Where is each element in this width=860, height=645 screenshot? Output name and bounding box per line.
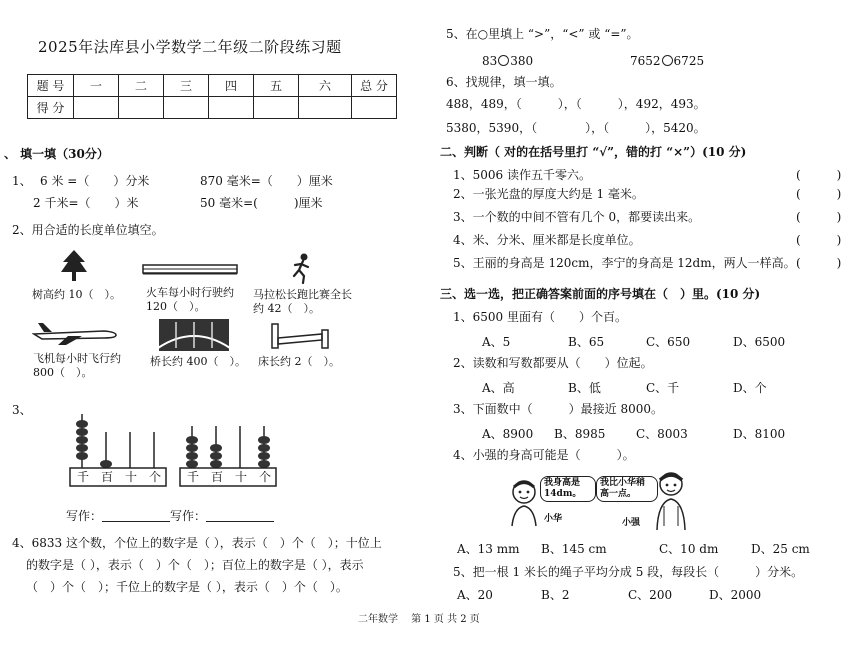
choice-option[interactable]: B、2: [541, 588, 570, 602]
judge-paren[interactable]: ( ): [796, 233, 842, 247]
judge-paren[interactable]: ( ): [796, 210, 842, 224]
score-table: [27, 74, 397, 119]
abacus-right-label-thousands: 千: [187, 470, 200, 484]
abacus-left-label-hundreds: 百: [101, 470, 114, 484]
q6-line1: 488，489，（ ），（ ），492，493。: [446, 97, 706, 111]
kid-xiaoqiang-icon: [652, 470, 690, 532]
judge-item: 3、一个数的中间不管有几个 0，都要读出来。: [453, 210, 701, 224]
q2-text: 2、用合适的长度单位填空。: [12, 223, 164, 237]
judge-item: 2、一张光盘的厚度大约是 1 毫米。: [453, 187, 644, 201]
q5-a-right: 380: [510, 54, 534, 68]
choice-option[interactable]: A、20: [457, 588, 493, 602]
score-cell: 一: [74, 75, 119, 97]
compare-circle[interactable]: [662, 55, 673, 66]
write-label-left: [66, 509, 170, 523]
bed-label: 床长约 2（ ）。: [258, 355, 340, 368]
choice-option[interactable]: C、650: [646, 335, 691, 349]
choice-option[interactable]: C、10 dm: [659, 542, 719, 556]
abacus-right-label-hundreds: 百: [211, 470, 224, 484]
q1-part-d: 50 毫米=( )厘米: [200, 196, 323, 210]
write-blank-left[interactable]: [102, 511, 170, 522]
choice-q5: 5、把一根 1 米长的绳子平均分成 5 段，每段长（ ）分米。: [453, 565, 804, 579]
q5-compare-b: [630, 54, 704, 68]
score-cell: 二: [119, 75, 164, 97]
q5-a-left: 83: [482, 54, 498, 68]
score-table-score-row: [28, 97, 397, 119]
choice-option[interactable]: B、8985: [554, 427, 606, 441]
write-label-text: 写作：: [66, 509, 103, 523]
q6-line2: 5380，5390，（ ），（ ），5420。: [446, 121, 706, 135]
choice-option[interactable]: A、5: [482, 335, 511, 349]
tree-label: 树高约 10（ ）。: [32, 288, 121, 301]
choice-option[interactable]: C、200: [628, 588, 673, 602]
bubble-right-text: 我比小华稍 高一点。: [600, 478, 646, 499]
judge-paren[interactable]: ( ): [796, 187, 842, 201]
abacus-left-label-tens: 十: [125, 470, 138, 484]
page-footer: 二年数学 第 1 页 共 2 页: [358, 614, 480, 625]
section2-heading: 二、判断（ 对的在括号里打 “√”，错的打 “×”）(10 分): [440, 145, 747, 159]
choice-option[interactable]: B、低: [568, 381, 601, 395]
score-table-header-row: [28, 75, 397, 97]
q1-part-b: 870 毫米=（ ）厘米: [200, 174, 333, 188]
choice-option[interactable]: C、8003: [636, 427, 688, 441]
abacus-right-label-tens: 十: [235, 470, 248, 484]
score-cell: 五: [254, 75, 299, 97]
bridge-label: 桥长约 400（ ）。: [150, 355, 246, 368]
score-cell: 题 号: [28, 75, 74, 97]
choice-q2: 2、读数和写数都要从（ ）位起。: [453, 356, 653, 370]
choice-option[interactable]: B、145 cm: [541, 542, 607, 556]
airplane-icon: [32, 320, 118, 346]
q5-b-left: 7652: [630, 54, 661, 68]
compare-circle[interactable]: [498, 55, 509, 66]
bed-icon: [268, 320, 332, 350]
runner-label: 马拉松长跑比赛全长约 42（ ）。: [253, 288, 352, 315]
choice-option[interactable]: D、6500: [733, 335, 786, 349]
q4-line1: 4、6833 这个数，个位上的数字是（ ），表示（ ）个（ ）；十位上: [12, 536, 382, 550]
score-blank-cell[interactable]: [74, 97, 119, 119]
score-blank-cell[interactable]: [119, 97, 164, 119]
choice-q1: 1、6500 里面有（ ）个百。: [453, 310, 627, 324]
choice-option[interactable]: C、千: [646, 381, 680, 395]
abacus-left-label-ones: 个: [149, 470, 162, 484]
section1-heading: 、 填一填（30分）: [4, 147, 109, 161]
judge-paren[interactable]: ( ): [796, 256, 842, 270]
bubble-left-text: 我身高是 14dm。: [544, 478, 582, 499]
write-blank-right[interactable]: [206, 511, 274, 522]
runner-icon: [288, 252, 314, 284]
choice-option[interactable]: A、8900: [482, 427, 534, 441]
q1-part-c: 2 千米=（ ）米: [33, 196, 139, 210]
judge-paren[interactable]: ( ): [796, 168, 842, 182]
choice-option[interactable]: B、65: [568, 335, 605, 349]
write-label-right: [170, 509, 274, 523]
score-cell: 六: [299, 75, 352, 97]
q1-part-a: 6 米 =（ ）分米: [40, 174, 150, 188]
q5-b-right: 6725: [673, 54, 705, 68]
score-cell: 四: [209, 75, 254, 97]
choice-q4: 4、小强的身高可能是（ ）。: [453, 448, 635, 462]
score-blank-cell[interactable]: [209, 97, 254, 119]
train-icon: [142, 262, 238, 276]
choice-q3: 3、下面数中（ ）最接近 8000。: [453, 402, 663, 416]
choice-option[interactable]: A、13 mm: [457, 542, 520, 556]
q1-number: 1、: [12, 174, 32, 188]
q5-text: 5、在○里填上 “>”，“<” 或 “=”。: [446, 27, 639, 41]
q4-line3: （ ）个（ ）；千位上的数字是（ ），表示（ ）个（ ）。: [26, 580, 348, 594]
choice-option[interactable]: D、25 cm: [751, 542, 810, 556]
judge-item: 4、米、分米、厘米都是长度单位。: [453, 233, 641, 247]
section3-heading: 三、选一选，把正确答案前面的序号填在（ ）里。(10 分): [440, 287, 761, 301]
abacus-left-label-thousands: 千: [77, 470, 90, 484]
page-title: 2025年法库县小学数学二年级二阶段练习题: [38, 38, 342, 56]
q5-compare-a: [482, 54, 533, 68]
train-label: 火车每小时行驶约 120（ ）。: [146, 286, 234, 313]
choice-option[interactable]: D、8100: [733, 427, 786, 441]
choice-option[interactable]: D、个: [733, 381, 767, 395]
score-cell: 三: [164, 75, 209, 97]
kid-xiaohua-icon: [506, 478, 542, 528]
abacus-right-label-ones: 个: [259, 470, 272, 484]
q6-text: 6、找规律，填一填。: [446, 75, 562, 89]
score-cell: 总 分: [352, 75, 397, 97]
q3-number: 3、: [12, 403, 32, 417]
write-label-text: 写作：: [170, 509, 207, 523]
judge-item: 5、王丽的身高是 120cm，李宁的身高是 12dm，两人一样高。: [453, 256, 796, 270]
kid-left-name: 小华: [544, 514, 563, 524]
score-blank-cell[interactable]: [352, 97, 397, 119]
bridge-icon: [158, 318, 230, 352]
bubble-left: [540, 476, 596, 502]
choice-option[interactable]: D、2000: [709, 588, 762, 602]
kid-right-name: 小强: [622, 518, 641, 528]
judge-item: 1、5006 读作五千零六。: [453, 168, 591, 182]
score-blank-cell[interactable]: [164, 97, 209, 119]
q4-line2: 的数字是（ ），表示（ ）个（ ）；百位上的数字是（ ），表示: [26, 558, 364, 572]
tree-icon: [57, 248, 91, 282]
airplane-label: 飞机每小时飞行约 800（ ）。: [33, 352, 121, 379]
choice-option[interactable]: A、高: [482, 381, 515, 395]
score-blank-cell[interactable]: [254, 97, 299, 119]
score-blank-cell[interactable]: [299, 97, 352, 119]
score-cell: 得 分: [28, 97, 74, 119]
bubble-right: [596, 476, 658, 502]
